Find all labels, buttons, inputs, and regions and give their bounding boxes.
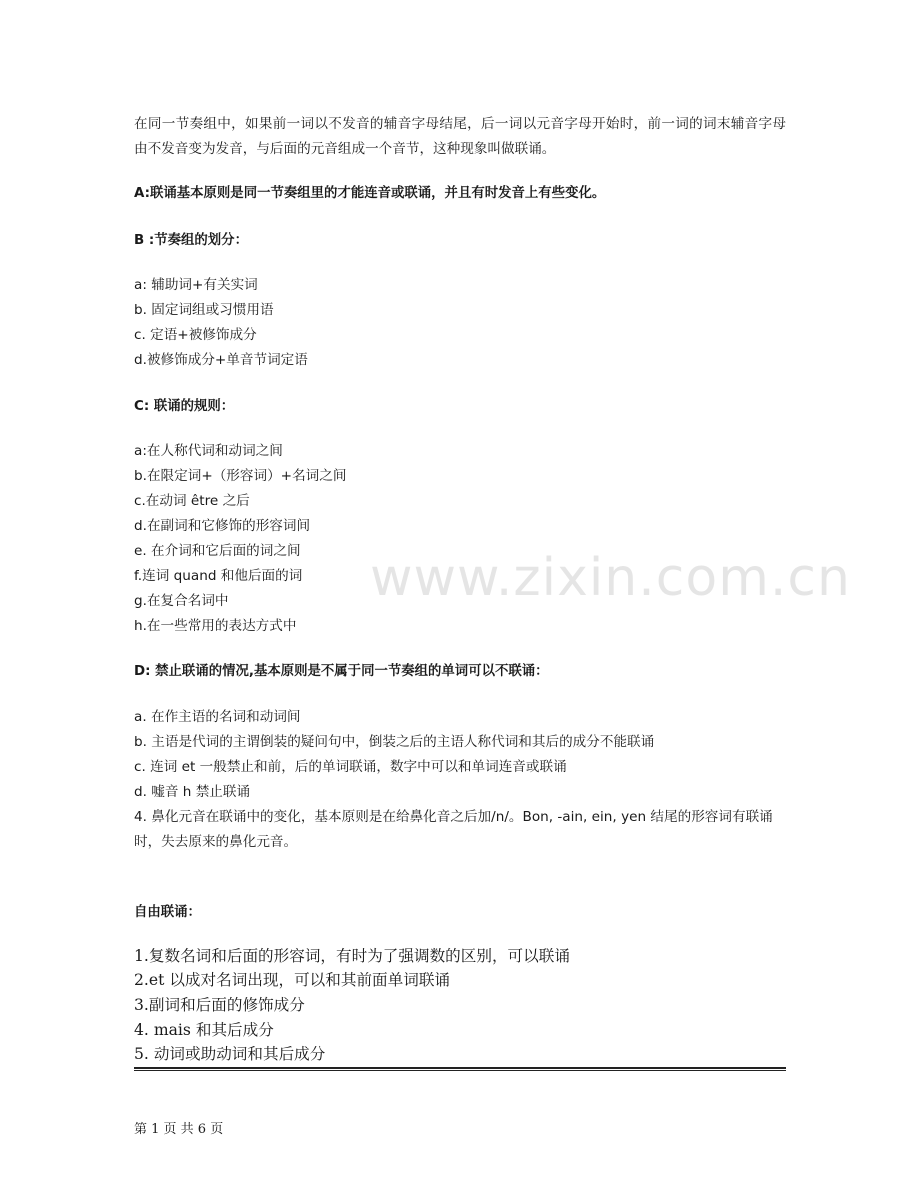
list-item: g.在复合名词中 [134, 593, 229, 609]
list-item: 5. 动词或助动词和其后成分 [134, 1045, 326, 1063]
list-item: d. 嘘音 h 禁止联诵 [134, 784, 251, 800]
section-b-heading: B :节奏组的划分： [134, 233, 248, 248]
intro-paragraph: 在同一节奏组中，如果前一词以不发音的辅音字母结尾，后一词以元音字母开始时，前一词的词末辅音字母由不发音变为发音，与后面的元音组成一个音节，这种现象叫做联诵。 [134, 116, 786, 157]
list-item: c. 连词 et 一般禁止和前，后的单词联诵，数字中可以和单词连音或联诵 [134, 759, 567, 775]
list-item: b.在限定词+（形容词）+名词之间 [134, 468, 347, 484]
list-item: 3.副词和后面的修饰成分 [134, 996, 305, 1014]
list-item: d.在副词和它修饰的形容词间 [134, 518, 311, 534]
list-item: c. 定语+被修饰成分 [134, 327, 257, 343]
list-item: 4. 鼻化元音在联诵中的变化，基本原则是在给鼻化音之后加/n/。Bon, -ain, ein, yen 结尾的形容词有联诵时，失去原来的鼻化元音。 [134, 809, 773, 850]
list-item: h.在一些常用的表达方式中 [134, 618, 297, 634]
list-item: d.被修饰成分+单音节词定语 [134, 352, 308, 368]
list-item: a. 在作主语的名词和动词间 [134, 709, 301, 725]
list-item: 1.复数名词和后面的形容词，有时为了强调数的区别，可以联诵 [134, 947, 570, 965]
list-item: a:在人称代词和动词之间 [134, 443, 283, 459]
list-item: c.在动词 être 之后 [134, 493, 250, 509]
section-c-heading: C: 联诵的规则： [134, 399, 235, 414]
page-footer: 第 1 页 共 6 页 [134, 1122, 224, 1137]
list-item: b. 主语是代词的主谓倒装的疑问句中，倒装之后的主语人称代词和其后的成分不能联诵 [134, 734, 655, 750]
list-item: b. 固定词组或习惯用语 [134, 302, 274, 318]
section-a-heading: A:联诵基本原则是同一节奏组里的才能连音或联诵，并且有时发音上有些变化。 [134, 186, 606, 201]
list-item: f.连词 quand 和他后面的词 [134, 568, 303, 584]
list-item: a: 辅助词+有关实词 [134, 277, 258, 293]
list-item: 2.et 以成对名词出现，可以和其前面单词联诵 [134, 971, 451, 989]
section-d-heading: D: 禁止联诵的情况,基本原则是不属于同一节奏组的单词可以不联诵： [134, 664, 549, 679]
footer-divider [134, 1067, 786, 1071]
list-item: e. 在介词和它后面的词之间 [134, 543, 301, 559]
free-liaison-heading: 自由联诵： [134, 905, 201, 920]
list-item: 4. mais 和其后成分 [134, 1021, 274, 1039]
watermark: www.zixin.com.cn [370, 548, 851, 608]
